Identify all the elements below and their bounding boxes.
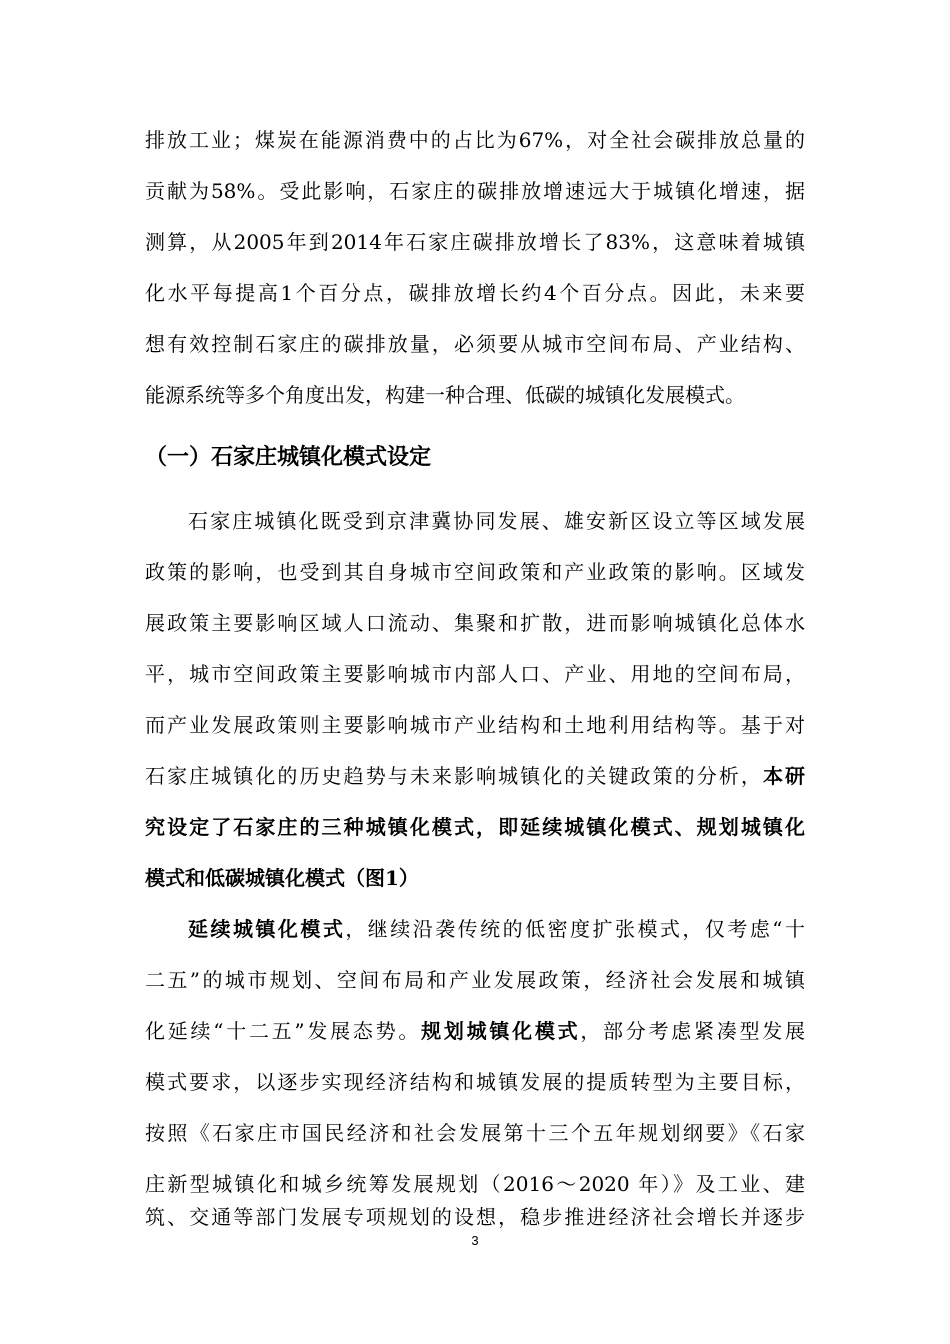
intro-line-1: 排放工业；煤炭在能源消费中的占比为67%，对全社会碳排放总量的	[145, 128, 805, 152]
para1-line-5: 而产业发展政策则主要影响城市产业结构和土地利用结构等。基于对	[145, 713, 805, 737]
para2-line-3-text: 化延续“十二五”发展态势。	[145, 1019, 422, 1043]
para2-line-6: 庄新型城镇化和城乡统筹发展规划（2016～2020 年）》及工业、建	[145, 1172, 805, 1196]
para1-line-2: 政策的影响，也受到其自身城市空间政策和产业政策的影响。区域发	[145, 560, 805, 584]
intro-line-4: 化水平每提高1个百分点，碳排放增长约4个百分点。因此，未来要	[145, 281, 805, 305]
para2-line-7: 筑、交通等部门发展专项规划的设想，稳步推进经济社会增长并逐步	[145, 1205, 805, 1229]
term-continuation-mode: 延续城镇化模式	[188, 917, 346, 941]
para2-line-4: 模式要求，以逐步实现经济结构和城镇发展的提质转型为主要目标，	[145, 1070, 805, 1094]
term-planning-mode: 规划城镇化模式	[421, 1019, 581, 1043]
para1-line-4: 平，城市空间政策主要影响城市内部人口、产业、用地的空间布局，	[145, 662, 805, 686]
para2-line-3-tail: ，部分考虑紧凑型发展	[580, 1019, 805, 1043]
para1-line-6-text: 石家庄城镇化的历史趋势与未来影响城镇化的关键政策的分析，	[145, 764, 763, 788]
para1-line-7: 究设定了石家庄的三种城镇化模式，即延续城镇化模式、规划城镇化	[145, 815, 805, 839]
intro-line-6: 能源系统等多个角度出发，构建一种合理、低碳的城镇化发展模式。	[145, 383, 745, 407]
para1-line-3: 展政策主要影响区域人口流动、集聚和扩散，进而影响城镇化总体水	[145, 611, 805, 635]
para1-line-1: 石家庄城镇化既受到京津冀协同发展、雄安新区设立等区域发展	[188, 509, 805, 533]
intro-line-5: 想有效控制石家庄的碳排放量，必须要从城市空间布局、产业结构、	[145, 332, 805, 356]
para1-line-6	[145, 763, 805, 789]
para2-line-5: 按照《石家庄市国民经济和社会发展第十三个五年规划纲要》《石家	[145, 1121, 805, 1145]
para2-line-3	[145, 1018, 805, 1044]
page-number: 3	[471, 1233, 479, 1248]
para2-line-1	[188, 916, 805, 942]
para2-line-1-text: ，继续沿袭传统的低密度扩张模式，仅考虑“十	[345, 917, 805, 941]
intro-line-2: 贡献为58%。受此影响，石家庄的碳排放增速远大于城镇化增速，据	[145, 179, 805, 203]
section-heading: （一）石家庄城镇化模式设定	[145, 445, 432, 470]
para2-line-2: 二五”的城市规划、空间布局和产业发展政策，经济社会发展和城镇	[145, 968, 805, 992]
para1-line-8: 模式和低碳城镇化模式（图1）	[145, 866, 419, 890]
intro-line-3: 测算，从2005年到2014年石家庄碳排放增长了83%，这意味着城镇	[145, 230, 805, 254]
para1-line-6-bold: 本研	[762, 764, 806, 788]
